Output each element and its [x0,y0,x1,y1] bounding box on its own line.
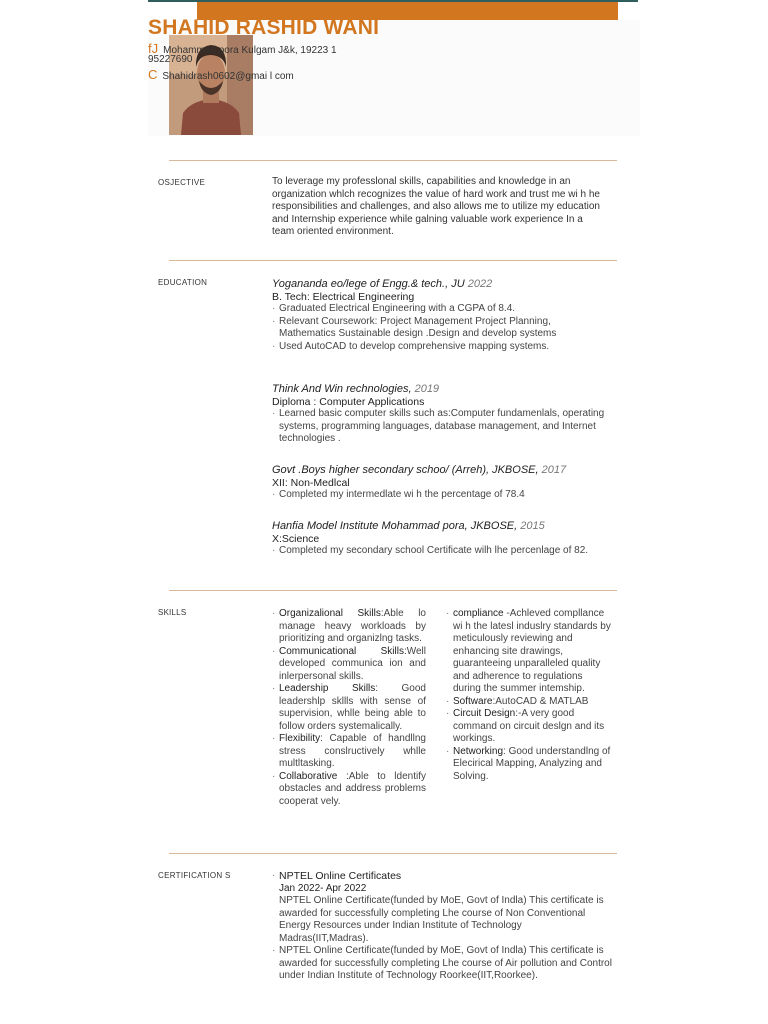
skills-right-column [446,608,612,783]
list-item: · Organizalional Skills:Able lo manage heavy workloads by prioritizing and organizlng tasks. [272,608,426,646]
certifications-label: CERTIFICATION S [158,871,231,880]
list-item: · Circuit Design:-A very good command on circuit deslgn and its workings. [446,708,612,746]
list-item: · Relevant Coursework: Project Management Project Planning, Mathematics Sustainable design .Design and develop systems [272,316,607,341]
email-line [148,67,294,82]
education-entry [272,278,607,353]
list-item [272,870,612,945]
certification-title: · NPTEL Online Certificates [279,870,402,882]
candidate-name: SHAHID RASHID WANI [148,16,380,39]
list-item: · Learned basic computer skills such as:Computer fundamenlals, operating systems, programming languages, database management, and Internet technologies . [272,408,607,446]
section-divider [169,160,617,161]
list-item: · Graduated Electrical Engineering with a CGPA of 8.4. [272,303,607,316]
education-points [272,408,607,446]
education-degree: X:Science [272,533,320,545]
skills-left-column [272,608,426,808]
education-degree: B. Tech: Electrical Engineering [272,291,415,303]
section-divider [169,260,617,261]
list-item: · Used AutoCAD to develop comprehensive mapping systems. [272,341,607,354]
certification-description: · NPTEL Online Certificate(funded by MoE, Govt of Indla) This certificate is awarded for successfully completing Lhe course of Air pollution and Control under Indian Institute of Technology Roorkee(IIT,Roorkee). [279,945,612,981]
list-item: · Software:AutoCAD & MATLAB [446,696,612,709]
certification-dates: Jan 2022- Apr 2022 [279,882,367,894]
certifications-list [272,870,612,983]
skills-label: SKlLLS [158,608,187,617]
list-item: · Flexibility: Capable of handllng stress conslructively whlle multltasking. [272,733,426,771]
location-icon: fJ [148,41,159,56]
list-item: · Completed my intermedlate wi h the percentage of 78.4 [272,489,607,502]
phone-prefix: 1 [331,45,337,56]
objective-label: OSJECTIVE [158,178,206,187]
objective-text: To leverage my professlonal skills, capabilities and knowledge in an organization whlch recognizes the value of hard work and trust me wi h he responsibilities and challenges, and also allows me to utilize my education and Internship experience while galning valuable work experience In a team oriented environment. [272,176,600,238]
list-item: · Communicational Skills:Well developed communica ion and inlerpersonal skills. [272,646,426,684]
education-points [272,489,607,502]
phone-number: 95227690 [148,54,193,65]
email-icon: C [148,67,158,82]
list-item: · Collaborative :Able to ldentify obstacles and address problems cooperat vely. [272,771,426,809]
list-item: · Leadership Skills: Good leadershlp skllls with sense of supervision, whlle being able to follow orders systemalically. [272,683,426,733]
education-degree: Diploma : Computer Applications [272,396,425,408]
education-label: EDUCATION [158,278,208,287]
education-entry [272,383,607,446]
address-text: Mohammad pora Kulgam J&k, 19223 [163,45,329,56]
list-item [272,945,612,983]
education-points [272,303,607,353]
education-entry [272,520,607,558]
list-item: · compliance -Achleved compllance wi h the latesl induslry standards by meticulously reviewing and enhancing site drawings, guaranteeing unparalleled quality and adherence to regulations during the summer intemship. [446,608,612,696]
education-institution: Think And Win rechnologies, 2019 [272,383,440,395]
education-institution: Yogananda eo/lege of Engg.& tech., JU 2022 [272,278,493,290]
email-text: Shahidrash0602@gmai l com [162,71,294,82]
section-divider [169,853,617,854]
certification-description: NPTEL Online Certificate(funded by MoE, Govt of Indla) This certificate is awarded for successfully completing Lhe course of Non Conventional Energy Resources under Indian Institute of Technology Madras(IIT,Madras). [279,895,604,944]
education-entry [272,464,607,502]
list-item: · Completed my secondary school Certificate wilh lhe percenlage of 82. [272,545,607,558]
education-institution: Hanfia Model Institute Mohammad pora, JKBOSE, 2015 [272,520,545,532]
education-points [272,545,607,558]
list-item: · Networking: Good understandlng of Elecirical Mapping, Analyzing and Solving. [446,746,612,784]
section-divider [169,590,617,591]
education-degree: XII: Non-Medlcal [272,477,350,489]
education-institution: Govt .Boys higher secondary schoo/ (Arreh), JKBOSE, 2017 [272,464,567,476]
